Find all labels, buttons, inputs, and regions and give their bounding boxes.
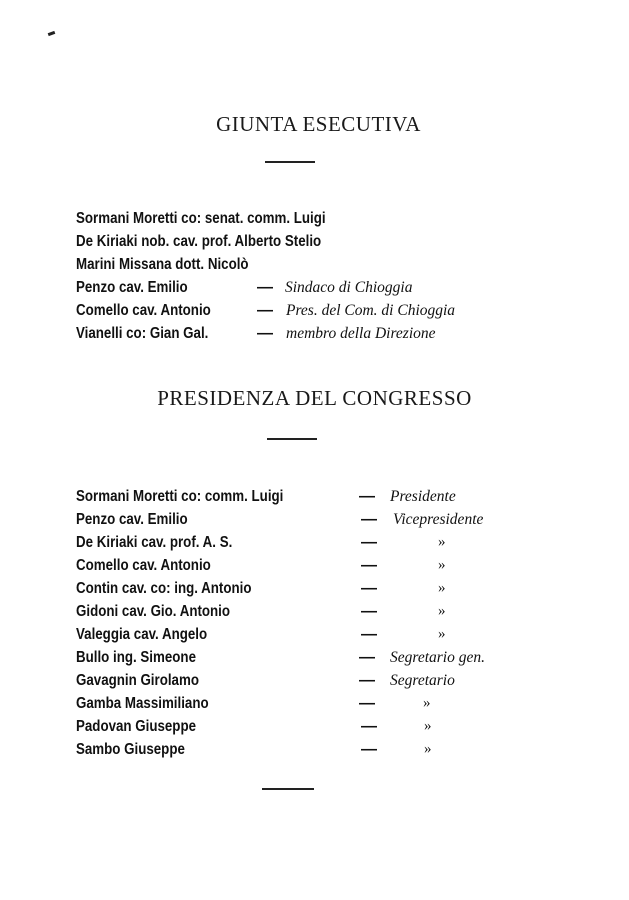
member-name: Marini Missana dott. Nicolò bbox=[76, 256, 249, 273]
member-role: Pres. del Com. di Chioggia bbox=[286, 302, 456, 319]
member-name: Comello cav. Antonio bbox=[76, 302, 211, 319]
separator-dash: — bbox=[359, 649, 375, 666]
ditto-mark: » bbox=[438, 603, 446, 619]
separator-dash: — bbox=[257, 279, 273, 296]
member-role: Segretario bbox=[390, 672, 455, 689]
ink-speck bbox=[48, 31, 56, 36]
member-name: Gidoni cav. Gio. Antonio bbox=[76, 603, 231, 620]
ditto-mark: » bbox=[438, 534, 446, 550]
ditto-mark: » bbox=[424, 718, 432, 734]
member-role: Presidente bbox=[390, 488, 456, 505]
giunta-list bbox=[76, 207, 536, 345]
member-name: Sormani Moretti co: senat. comm. Luigi bbox=[76, 210, 326, 227]
member-role: Vicepresidente bbox=[393, 511, 484, 528]
member-name: Contin cav. co: ing. Antonio bbox=[76, 580, 252, 597]
list-item bbox=[76, 577, 536, 600]
separator-dash: — bbox=[361, 580, 377, 597]
list-item bbox=[76, 230, 536, 253]
member-role: membro della Direzione bbox=[286, 325, 436, 342]
member-name: De Kiriaki cav. prof. A. S. bbox=[76, 534, 233, 551]
list-item bbox=[76, 738, 536, 761]
member-name: Gamba Massimiliano bbox=[76, 695, 209, 712]
separator-dash: — bbox=[361, 718, 377, 735]
title-rule bbox=[265, 161, 315, 163]
separator-dash: — bbox=[359, 488, 375, 505]
list-item bbox=[76, 600, 536, 623]
separator-dash: — bbox=[359, 695, 375, 712]
member-name: Sambo Giuseppe bbox=[76, 741, 185, 758]
list-item bbox=[76, 485, 536, 508]
ditto-mark: » bbox=[438, 557, 446, 573]
ditto-mark: » bbox=[423, 695, 431, 711]
list-item bbox=[76, 623, 536, 646]
separator-dash: — bbox=[257, 302, 273, 319]
separator-dash: — bbox=[361, 511, 377, 528]
separator-dash: — bbox=[361, 741, 377, 758]
ditto-mark: » bbox=[438, 626, 446, 642]
list-item bbox=[76, 669, 536, 692]
ditto-mark: » bbox=[438, 580, 446, 596]
list-item bbox=[76, 276, 536, 299]
presidenza-list bbox=[76, 485, 536, 761]
member-name: Vianelli co: Gian Gal. bbox=[76, 325, 209, 342]
list-item bbox=[76, 554, 536, 577]
member-name: Valeggia cav. Angelo bbox=[76, 626, 208, 643]
list-item bbox=[76, 207, 536, 230]
list-item bbox=[76, 692, 536, 715]
member-name: De Kiriaki nob. cav. prof. Alberto Stelio bbox=[76, 233, 322, 250]
member-name: Comello cav. Antonio bbox=[76, 557, 211, 574]
member-name: Padovan Giuseppe bbox=[76, 718, 197, 735]
ditto-mark: » bbox=[424, 741, 432, 757]
list-item bbox=[76, 322, 536, 345]
list-item bbox=[76, 299, 536, 322]
member-name: Penzo cav. Emilio bbox=[76, 279, 188, 296]
member-role: Segretario gen. bbox=[390, 649, 485, 666]
separator-dash: — bbox=[361, 626, 377, 643]
member-name: Penzo cav. Emilio bbox=[76, 511, 188, 528]
separator-dash: — bbox=[361, 557, 377, 574]
member-name: Sormani Moretti co: comm. Luigi bbox=[76, 488, 284, 505]
closing-rule bbox=[262, 788, 314, 790]
section-title-giunta: GIUNTA ESECUTIVA bbox=[216, 112, 421, 136]
separator-dash: — bbox=[361, 534, 377, 551]
member-name: Bullo ing. Simeone bbox=[76, 649, 196, 666]
list-item bbox=[76, 646, 536, 669]
separator-dash: — bbox=[257, 325, 273, 342]
list-item bbox=[76, 715, 536, 738]
list-item bbox=[76, 253, 536, 276]
member-role: Sindaco di Chioggia bbox=[285, 279, 413, 296]
list-item bbox=[76, 508, 536, 531]
section-title-presidenza: PRESIDENZA DEL CONGRESSO bbox=[157, 386, 472, 410]
separator-dash: — bbox=[359, 672, 375, 689]
member-name: Gavagnin Girolamo bbox=[76, 672, 199, 689]
list-item bbox=[76, 531, 536, 554]
separator-dash: — bbox=[361, 603, 377, 620]
title-rule bbox=[267, 438, 317, 440]
